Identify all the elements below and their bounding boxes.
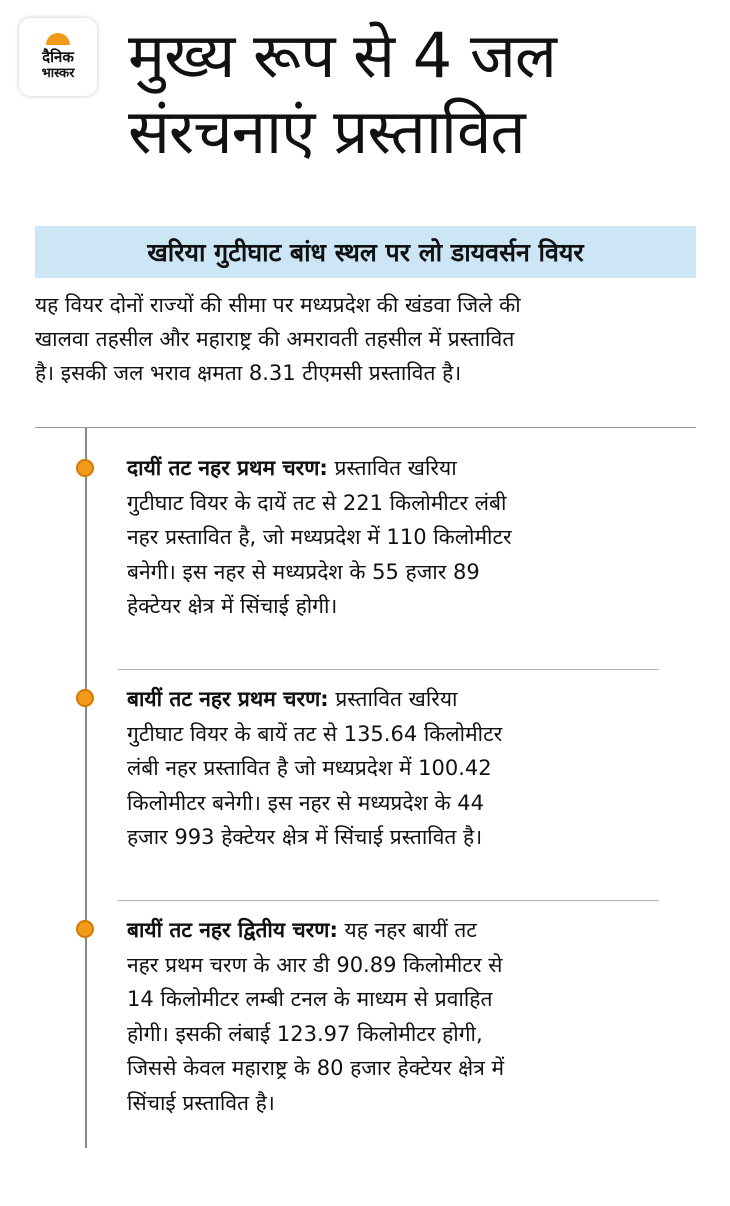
- page-title: [128, 18, 718, 170]
- item-line: हजार 993 हेक्टेयर क्षेत्र में सिंचाई प्रस्तावित है।: [127, 825, 483, 849]
- item-text: प्रस्तावित खरिया: [328, 687, 458, 711]
- title-line-1: मुख्य रूप से 4 जल: [128, 19, 556, 92]
- section-subheading: [35, 226, 696, 278]
- timeline-item: [127, 682, 707, 855]
- sun-icon: [46, 33, 70, 45]
- title-line-2: संरचनाएं प्रस्तावित: [128, 95, 525, 168]
- item-line: नहर प्रस्तावित है, जो मध्यप्रदेश में 110 किलोमीटर: [127, 525, 512, 549]
- item-first-line: [127, 451, 707, 486]
- item-line: गुटीघाट वियर के दायें तट से 221 किलोमीटर लंबी: [127, 490, 507, 515]
- divider: [118, 669, 659, 670]
- subheading-text: खरिया गुटीघाट बांध स्थल पर लो डायवर्सन वियर: [147, 238, 584, 267]
- intro-line: यह वियर दोनों राज्यों की सीमा पर मध्यप्रदेश की खंडवा जिले की: [35, 293, 521, 317]
- item-first-line: [127, 682, 707, 717]
- intro-line: है। इसकी जल भराव क्षमता 8.31 टीएमसी प्रस्तावित है।: [35, 361, 462, 385]
- item-heading: बायीं तट नहर प्रथम चरण:: [127, 687, 329, 711]
- item-line: गुटीघाट वियर के बायें तट से 135.64 किलोमीटर: [127, 721, 503, 746]
- item-line: बनेगी। इस नहर से मध्यप्रदेश के 55 हजार 89: [127, 559, 480, 584]
- item-line: नहर प्रथम चरण के आर डी 90.89 किलोमीटर से: [127, 952, 503, 977]
- item-line: होगी। इसकी लंबाई 123.97 किलोमीटर होगी,: [127, 1021, 483, 1046]
- timeline-bullet-icon: [76, 689, 94, 707]
- item-text: यह नहर बायीं तट: [337, 918, 477, 942]
- item-heading: बायीं तट नहर द्वितीय चरण:: [127, 918, 338, 942]
- item-first-line: [127, 913, 707, 948]
- timeline-item: [127, 913, 707, 1120]
- logo-line-1: दैनिक: [42, 48, 74, 66]
- item-line: 14 किलोमीटर लम्बी टनल के माध्यम से प्रवाहित: [127, 987, 493, 1011]
- item-line: जिससे केवल महाराष्ट्र के 80 हजार हेक्टेयर क्षेत्र में: [127, 1056, 505, 1080]
- item-line: किलोमीटर बनेगी। इस नहर से मध्यप्रदेश के 44: [127, 790, 484, 815]
- timeline-line: [85, 428, 87, 1148]
- intro-paragraph: [35, 288, 700, 390]
- item-heading: दायीं तट नहर प्रथम चरण:: [127, 456, 328, 480]
- timeline-bullet-icon: [76, 459, 94, 477]
- logo-line-2: भास्कर: [41, 66, 75, 81]
- divider: [35, 427, 696, 428]
- timeline-item: [127, 451, 707, 624]
- item-line: लंबी नहर प्रस्तावित है जो मध्यप्रदेश में 100.42: [127, 756, 492, 780]
- dainik-bhaskar-logo: [19, 18, 97, 96]
- item-line: सिंचाई प्रस्तावित है।: [127, 1090, 275, 1115]
- item-text: प्रस्तावित खरिया: [327, 456, 457, 480]
- intro-line: खालवा तहसील और महाराष्ट्र की अमरावती तहसील में प्रस्तावित: [35, 327, 515, 351]
- divider: [118, 900, 659, 901]
- timeline-bullet-icon: [76, 920, 94, 938]
- item-line: हेक्टेयर क्षेत्र में सिंचाई होगी।: [127, 594, 338, 618]
